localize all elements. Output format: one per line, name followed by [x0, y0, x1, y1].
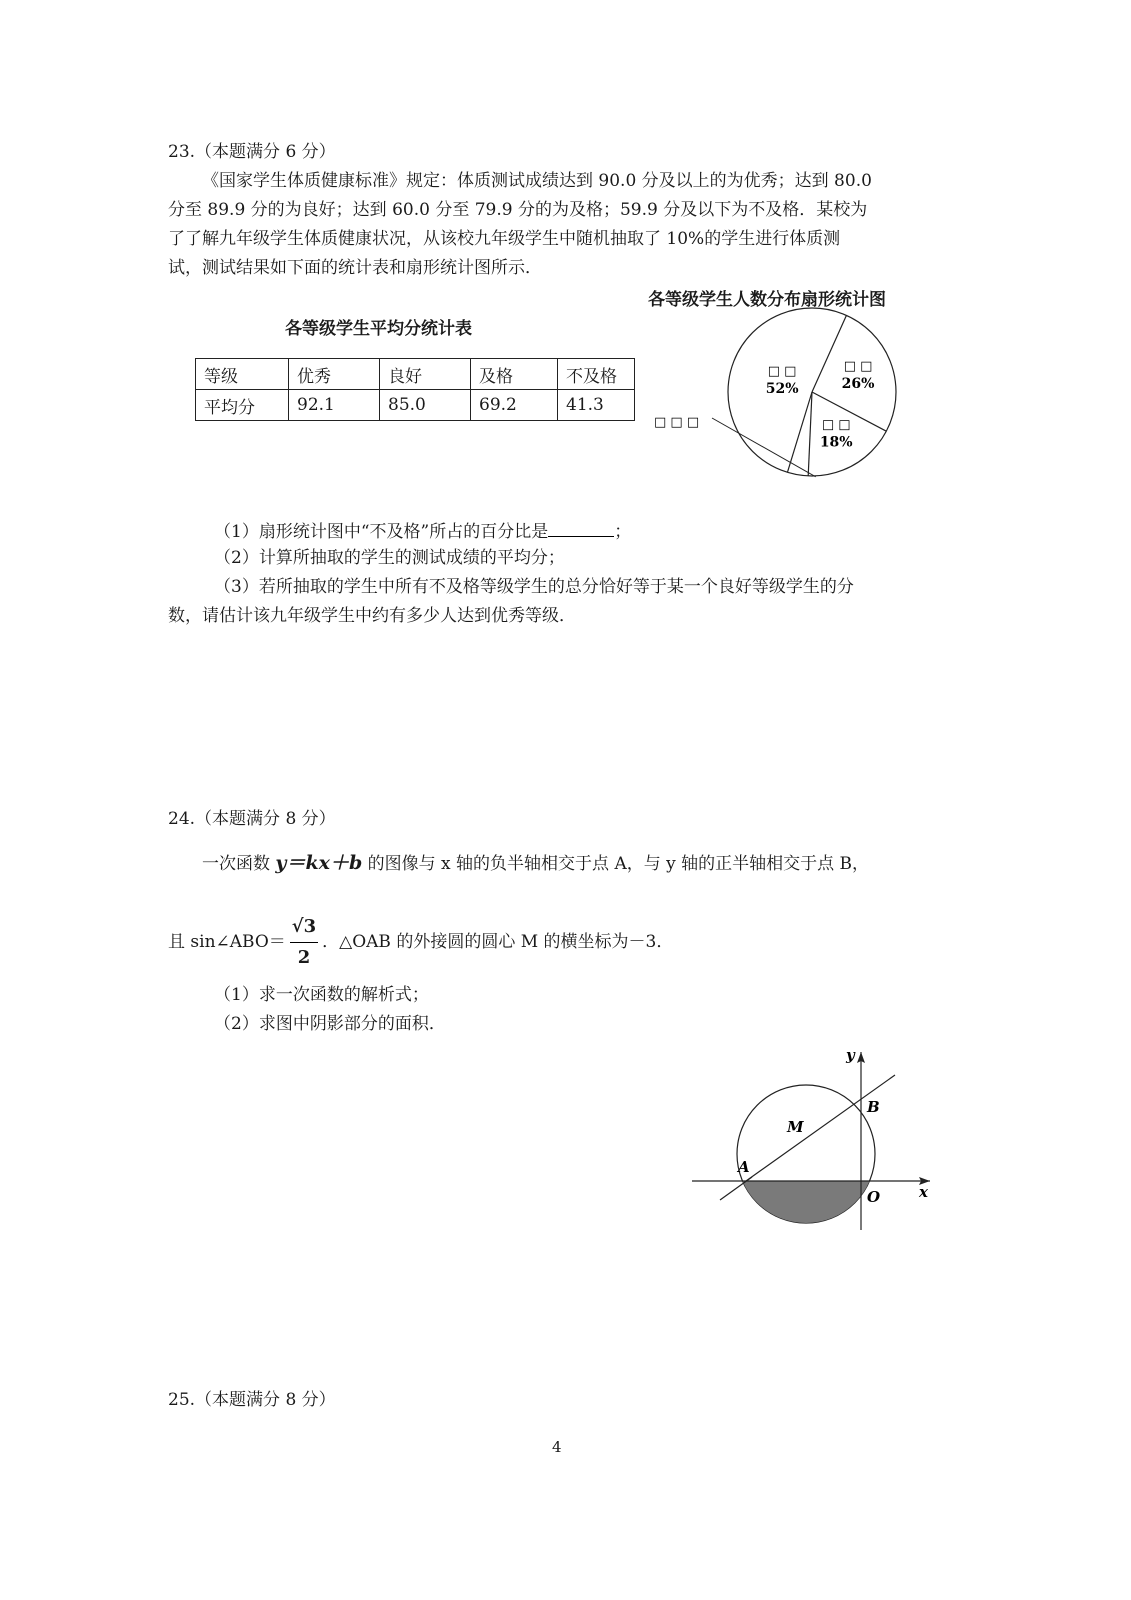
- pie-chart-title: 各等级学生人数分布扇形统计图: [648, 290, 886, 310]
- pie-slice-label: [820, 417, 853, 450]
- q23-intro-line-4: 试，测试结果如下面的统计表和扇形统计图所示．: [168, 258, 542, 278]
- q23-question-3-line-1: （3）若所抽取的学生中所有不及格等级学生的总分恰好等于某一个良好等级学生的分: [214, 577, 854, 597]
- q23-question-3-line-2: 数，请估计该九年级学生中约有多少人达到优秀等级．: [168, 606, 576, 626]
- point-b-label: B: [867, 1098, 880, 1116]
- q24-line-1-text-b: 的图像与 x 轴的负半轴相交于点 A，与 y 轴的正半轴相交于点 B，: [367, 854, 870, 874]
- pie-pointer-label: □ □ □: [654, 415, 700, 430]
- page-number: 4: [552, 1438, 562, 1456]
- table-cell: 85.0: [380, 390, 471, 421]
- linear-function-formula: y＝kx＋b: [275, 852, 363, 874]
- pie-slice-percent: 18%: [819, 434, 853, 451]
- q24-question-2: （2）求图中阴影部分的面积．: [214, 1014, 446, 1034]
- table-cell: 不及格: [558, 359, 635, 390]
- shaded-region: [737, 1085, 875, 1223]
- pie-slice-label: [842, 359, 875, 392]
- answer-blank: [548, 518, 614, 537]
- table-cell: 69.2: [471, 390, 558, 421]
- pie-slice-percent: 52%: [765, 380, 799, 397]
- table-row: [196, 390, 635, 421]
- q24-line-1-text-a: 一次函数: [202, 854, 270, 874]
- q23-question-1-suffix: ；: [614, 522, 632, 542]
- pie-slice-label: [766, 364, 799, 397]
- score-table: [195, 358, 635, 421]
- q23-question-1-text: （1）扇形统计图中“不及格”所占的百分比是: [214, 522, 549, 542]
- pie-chart: [640, 305, 920, 495]
- y-axis-label: y: [846, 1046, 855, 1064]
- fraction-denominator: 2: [297, 947, 311, 968]
- pie-slice-name: □ □: [767, 363, 797, 379]
- q24-question-1: （1）求一次函数的解析式；: [214, 985, 429, 1005]
- fraction-numerator: √3: [290, 912, 318, 943]
- q23-intro-line-2: 分至 89.9 分的为良好；达到 60.0 分至 79.9 分的为及格；59.9 分及以下为不及格．某校为: [168, 200, 868, 220]
- table-header-row: [196, 359, 635, 390]
- point-o-label: O: [867, 1188, 881, 1206]
- pie-pointer-line: [712, 418, 816, 477]
- x-axis-label: x: [919, 1183, 928, 1201]
- q23-question-2: （2）计算所抽取的学生的测试成绩的平均分；: [214, 548, 565, 568]
- q25-header: 25.（本题满分 8 分）: [168, 1390, 336, 1410]
- sqrt3-over-2-fraction: [290, 912, 318, 973]
- table-cell: 及格: [471, 359, 558, 390]
- q23-header: 23.（本题满分 6 分）: [168, 142, 336, 162]
- q24-line-2-text-a: 且 sin∠ABO＝: [168, 932, 286, 952]
- pie-slice-name: □ □: [843, 359, 873, 375]
- q23-intro-line-3: 了了解九年级学生体质健康状况，从该校九年级学生中随机抽取了 10%的学生进行体质测: [168, 229, 841, 249]
- pie-slice-percent: 26%: [841, 376, 875, 393]
- table-cell: 优秀: [289, 359, 380, 390]
- point-a-label: A: [738, 1158, 750, 1176]
- table-cell: 41.3: [558, 390, 635, 421]
- table-cell: 92.1: [289, 390, 380, 421]
- table-cell: 良好: [380, 359, 471, 390]
- point-m-label: M: [787, 1118, 804, 1136]
- q24-line-2-text-b: ．△OAB 的外接圆的圆心 M 的横坐标为－3．: [322, 932, 674, 952]
- table-cell: 等级: [196, 359, 289, 390]
- q23-intro-line-1: 《国家学生体质健康标准》规定：体质测试成绩达到 90.0 分及以上的为优秀；达到 80.0: [202, 171, 872, 191]
- pie-slice-name: □ □: [821, 417, 851, 433]
- table-cell: 平均分: [196, 390, 289, 421]
- q23-question-1: [214, 518, 631, 543]
- line-ab: [746, 1075, 895, 1181]
- q24-header: 24.（本题满分 8 分）: [168, 809, 336, 829]
- q24-line-1: [202, 852, 869, 875]
- q24-figure: [680, 1040, 950, 1240]
- q24-line-2: [168, 912, 673, 973]
- table-title: 各等级学生平均分统计表: [285, 319, 472, 339]
